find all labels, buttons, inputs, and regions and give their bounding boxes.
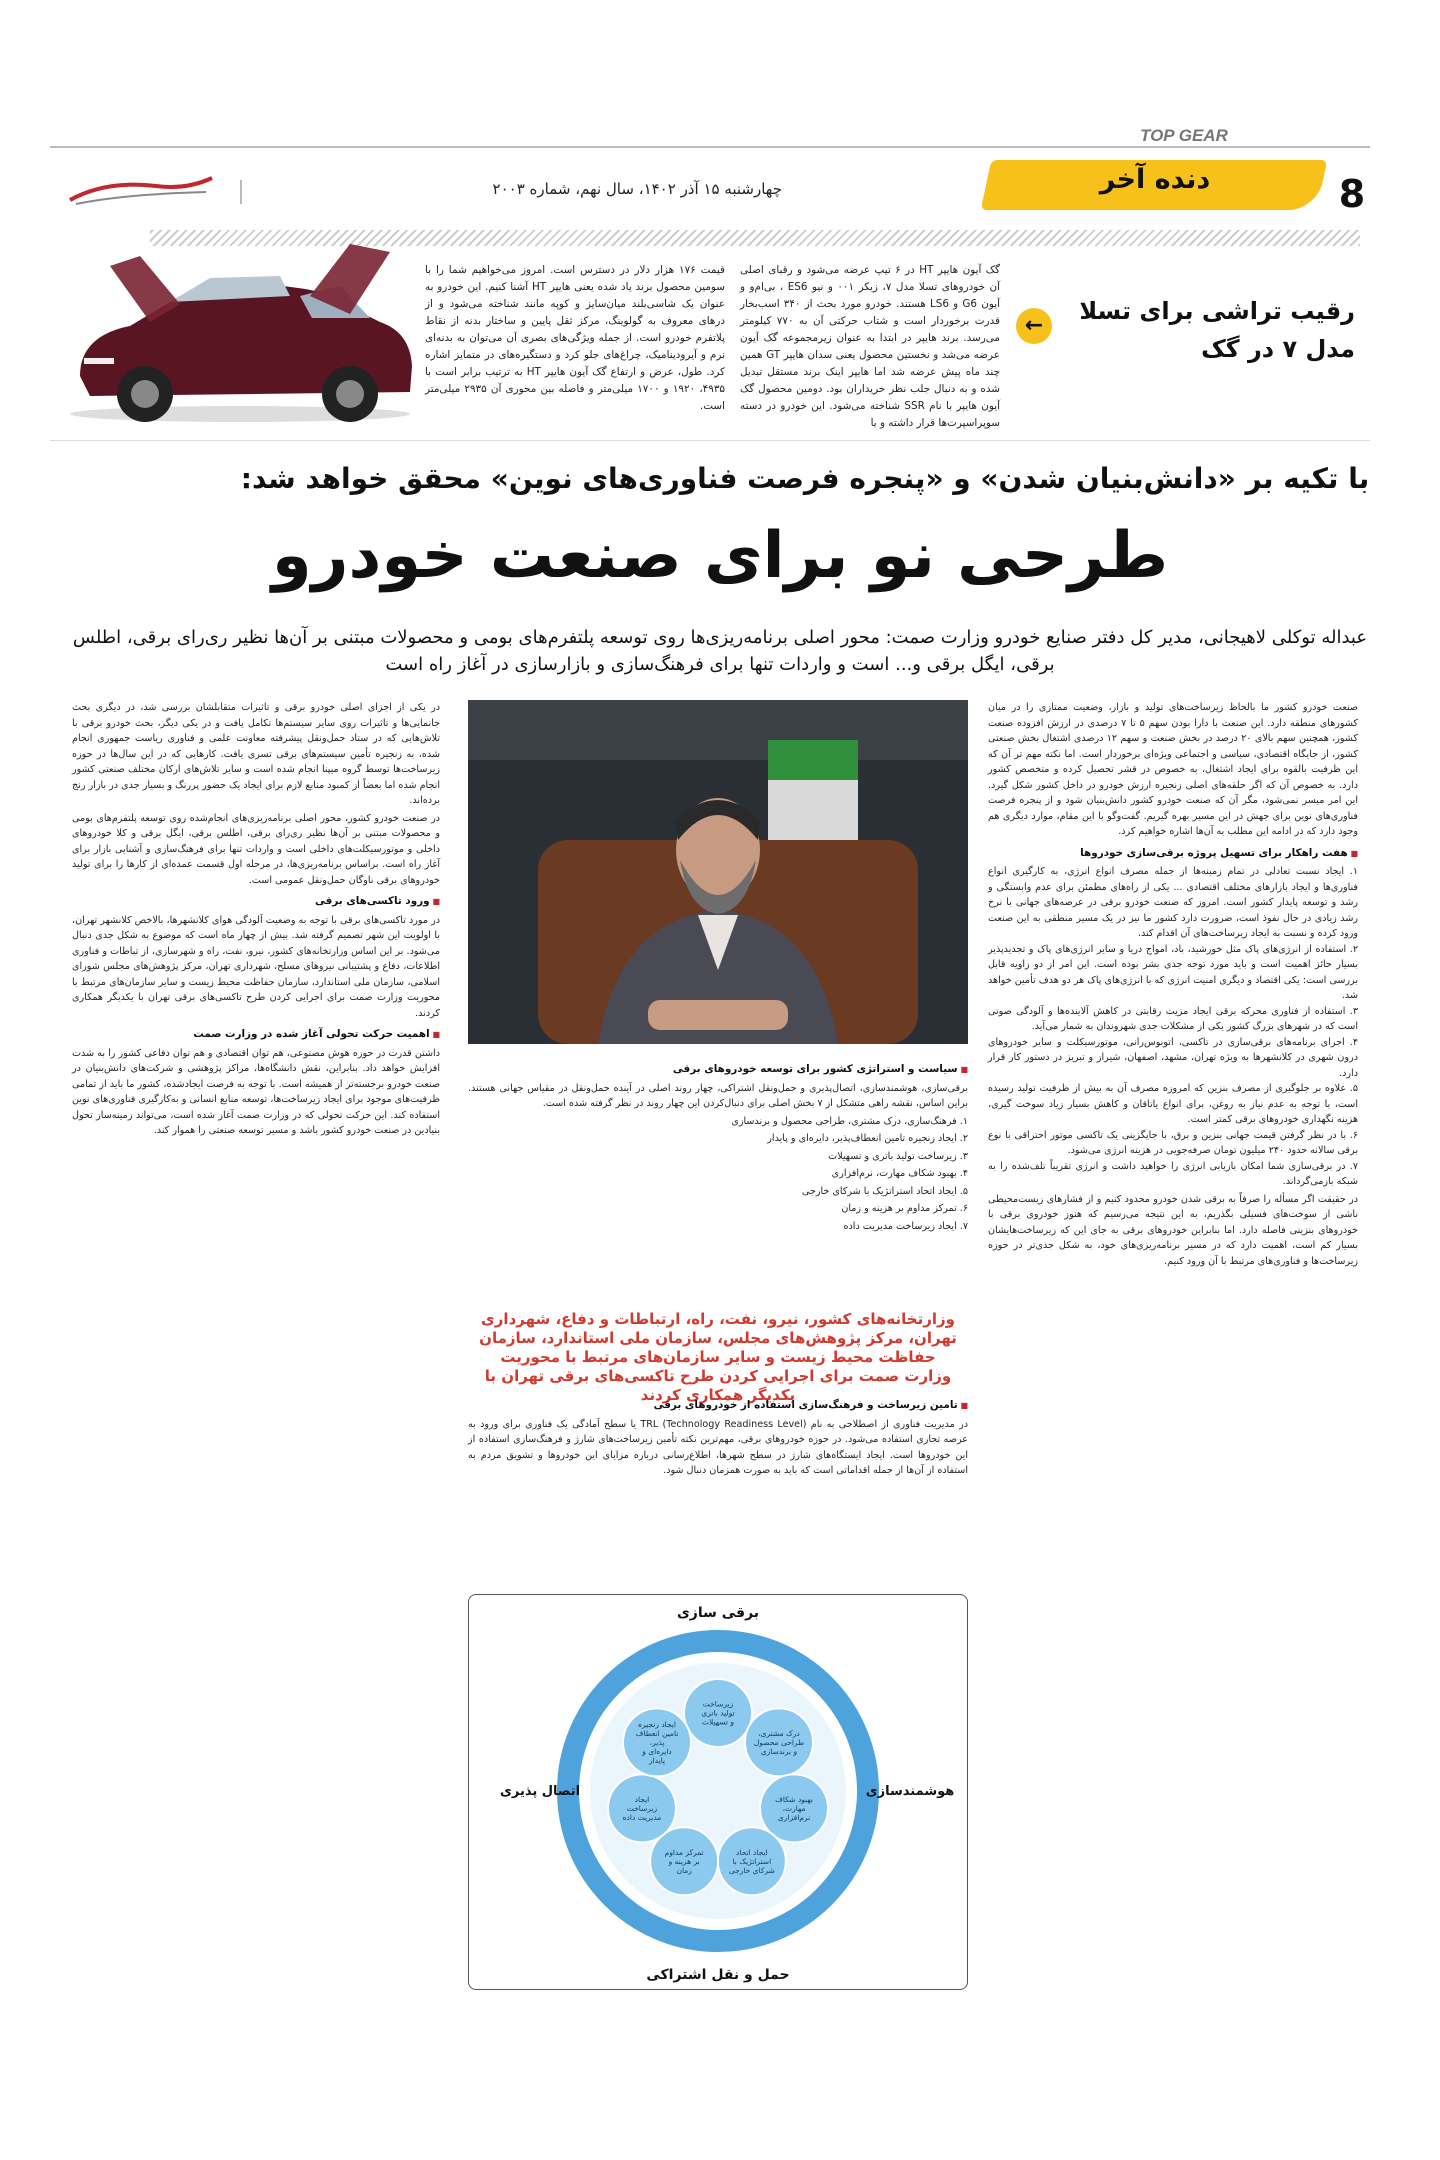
diagram-node-label: ایجاد زنجیره تامین انعطاف پذیر، دایره‌ای و پایدار (635, 1719, 679, 1765)
page-number: 8 (1338, 172, 1366, 216)
subheading: ■ سیاست و استراتژی کشور برای توسعه خودروهای برقی (468, 1062, 968, 1078)
list-item: ۴. بهبود شکاف مهارت، نرم‌افزاری (831, 1168, 968, 1179)
diagram-node-label: ایجاد اتحاد استراتژیک با شرکای خارجی (728, 1847, 775, 1875)
list-item: ۳. زیرساخت تولید باتری و تسهیلات (828, 1150, 968, 1162)
diagram-label-right: هوشمندسازی (865, 1784, 955, 1799)
kicker: با تکیه بر «دانش‌بنیان شدن» و «پنجره فرصت فناوری‌های نوین» محقق خواهد شد: (240, 462, 1370, 495)
subheading: ■ ورود تاکسی‌های برقی (72, 894, 440, 910)
headline: طرحی نو برای صنعت خودرو (271, 519, 1169, 593)
paragraph: در مدیریت فناوری از اصطلاحی به نام TRL (Technology Readiness Level) یا سطح آمادگی یک فناوری برای ورود به عرصه تجاری استفاده می‌شود. در حوزه خودروهای برقی، مهم‌ترین نکته تأمین زیرساخت‌های شارژ و فرهنگ‌سازی استفاده از این خودروها است. ایجاد ایستگاه‌های شارژ در سطح شهرها، اطلاع‌رسانی درباره مزایای این خودروها و تشویق مردم به استفاده از آن‌ها از جمله اقداماتی است که باید به صورت همزمان دنبال شود. (468, 1418, 968, 1476)
headline-rule (50, 440, 1370, 441)
diagram-node-label: بهبود شکاف مهارت، نرم‌افزاری (775, 1794, 813, 1822)
brand-wordmark: TOP GEAR (1140, 126, 1228, 145)
paragraph: در یکی از اجزای اصلی خودرو برقی و تاثیرات متقابلشان بررسی شد، در دیگری بحث جانمایی‌ها و تاثیرات روی سایر سیستم‌ها تکامل یافت و در یکی دیگر، بحث خودرو برقی با تلاش‌هایی که در ستاد حمل‌ونقل پیشرفته معاونت علمی و فناوری ریاست جمهوری انجام شده، به زنجیره تأمین سیستم‌های برقی تسری یافت. کارهایی که در این سال‌ها در حوزه زیرساخت‌ها توسط گروه میپنا انجام شده است و سایر تلاش‌های ارکان مختلف صنعتی کشور انجام شده اما بعضاً از کمبود منابع لازم برای ایجاد یک حضور پررنگ و بسیار جدی در بازار رنج برده‌اند. (72, 702, 440, 806)
right-column (988, 700, 1358, 2060)
subheading: ■ اهمیت حرکت تحولی آغاز شده در وزارت صمت (72, 1027, 440, 1043)
roadmap-diagram (468, 1594, 968, 1990)
list-item: ۲. ایجاد زنجیره تامین انعطاف‌پذیر، دایره‌ای و پایدار (767, 1133, 968, 1144)
paragraph: در مورد تاکسی‌های برقی با توجه به وضعیت آلودگی هوای کلانشهرها، بالاخص کلانشهر تهران، با اولویت این شهر تصمیم گرفته شد. بیش از چهار ماه است که موضوع به شکل جدی دنبال می‌شود. بر این اساس وزارتخانه‌های کشور، نیرو، نفت، راه و شهرسازی، از تباطات و فناوری اطلاعات، دفاع و پشتیبانی نیروهای مسلح، شهرداری تهران، مرکز پژوهش‌های مجلس شورای اسلامی، سازمان ملی استاندارد، سازمان حفاظت محیط زیست و سایر سازمان‌های مرتبط با محوریت وزارت صمت برای اجرایی کردن طرح تاکسی‌های برقی تهران با یکدیگر همکاری کردند. (72, 914, 440, 1019)
paragraph: در حقیقت اگر مسأله را صرفاً به برقی شدن خودرو محدود کنیم و از فشارهای زیست‌محیطی ناشی از سوخت‌های فسیلی بگذریم، به این نتیجه می‌رسیم که هنوز خودروی برقی با خودروهای بنزینی فاصله دارد. اما بنابراین خودروهای برقی به جای این که زیرساخت‌هایشان بسیار کم است، اهمیت دارد که در مسیر برنامه‌ریزی‌های خود، به شکل جدی‌تر در حوزه زیرساخت‌ها و فناوری‌های مرتبط با آن ورود کنیم. (988, 1193, 1358, 1267)
paragraph: برقی‌سازی، هوشمندسازی، اتصال‌پذیری و حمل‌ونقل اشتراکی، چهار روند اصلی در آینده حمل‌ونقل در مقیاس جهانی هستند. براین اساس، نقشه راهی متشکل از ۷ بخش اصلی برای دنبال‌کردن این چهار روند در نظر گرفته شده است. (468, 1082, 968, 1109)
subheading: ■ هفت راهکار برای تسهیل پروژه برقی‌سازی خودروها (988, 846, 1358, 862)
diagram-label-left: اتصال پذیری (499, 1784, 581, 1799)
list-item: ۷. ایجاد زیرساخت مدیریت داده (843, 1220, 968, 1232)
masthead-separator (240, 180, 242, 204)
teaser-title: رقیب تراشی برای تسلا مدل ۷ در گک (1079, 297, 1355, 363)
publication-logo (66, 170, 216, 210)
paragraph: در صنعت خودرو کشور، محور اصلی برنامه‌ریزی‌های انجام‌شده روی توسعه پلتفرم‌های بومی و محصولات مبتنی بر آن‌ها نظیر ری‌رای برقی، اطلس برقی، ایگل برقی و کلا خودروهای داخلی و موتورسیکلت‌های داخلی است و واردات تنها برای فرهنگ‌سازی و آشنایی بازار برای آغاز راه است. براساس برنامه‌ریزی‌ها، در مرحله اول قسمت عمده‌ای از کارها را برای تولید خودروهای برقی ناوگان حمل‌ونقل عمومی است. (72, 812, 440, 886)
masthead-divider (50, 146, 1370, 148)
left-column (72, 700, 440, 2060)
list-item: ۱. فرهنگ‌سازی، درک مشتری، طراحی محصول و برندسازی (731, 1115, 968, 1127)
middle-column (468, 1056, 968, 1336)
arrow-icon: ← (1016, 308, 1052, 344)
list-item: ۶. تمرکز مداوم بر هزینه و زمان (841, 1203, 968, 1214)
diagram-label-bottom: حمل و نقل اشتراکی (646, 1967, 790, 1983)
car-image (50, 226, 430, 426)
dateline: چهارشنبه ۱۵ آذر ۱۴۰۲، سال نهم، شماره ۲۰۰۳ (492, 180, 782, 198)
paragraph: داشتن قدرت در حوزه هوش مصنوعی، هم توان اقتصادی و هم توان دفاعی کشور را به شدت افزایش خواهد داد. بنابراین، نقش دانشگاه‌ها، مراکز پژوهشی و شرکت‌های دانش‌بنیان در صنعت خودرو برجسته‌تر از همیشه است. با توجه به فرصت ایجادشده، کشور ما باید از تمامی ظرفیت‌های موجود برای ایجاد زیرساخت‌ها، توسعه منابع انسانی و به‌کارگیری فناوری‌های نوین استفاده کند. این حرکت تحولی که در وزارت صمت آغاز شده است، می‌تواند زمینه‌ساز تحول بنیادین در صنعت خودرو کشور باشد و مسیر توسعه صنعتی را هموار کند. (72, 1047, 440, 1136)
diagram-node-label: ایجاد زیرساخت مدیریت داده (622, 1794, 662, 1822)
pull-quote: وزارتخانه‌های کشور، نیرو، نفت، راه، ارتباطات و دفاع، شهرداری تهران، مرکز پژوهش‌های مجلس، سازمان ملی استاندارد، سازمان حفاظت محیط زیست و سایر سازمان‌های مرتبط با محوریت وزارت صمت برای اجرایی کردن طرح تاکسی‌های برقی تهران با یکدیگر همکاری کردند (479, 1310, 957, 1404)
paragraph: ۱. ایجاد نسبت تعادلی در تمام زمینه‌ها از جمله مصرف انواع انرژی، به کارگیری انواع فناوری‌ها و ایجاد بازارهای مختلف اقتصادی ... یکی از راه‌های مطمئن برای عدم وابستگی و رشد و توسعه پایدار کشور است. امروز که صنعت خودرو برقی در عرصه‌های جهانی با نرخ رشد زیادی در حال نفوذ است، ضرورت دارد کشور ما نیز در یک مسیر منطقی به این صنعت ورود کرده و نسبت به ایجاد زیرساخت‌های آن اقدام کند. ۲. استفاده از انرژی‌های پاک مثل خورشید، باد، امواج دریا و سایر انرژی‌های پاک و تجدیدپذیر بسیار حائز اهمیت است و باید مورد توجه جدی بشر بوده است. این امر از دو زاویه قابل بررسی است: یکی اقتصاد و دیگری امنیت انرژی که با انرژی‌های پاک هر دو هدف تأمین خواهد شد. ۳. استفاده از فناوری محرکه برقی ایجاد مزیت رقابتی در کاهش آلاینده‌ها و آلودگی صوتی است که در شهرهای بزرگ کشور یکی از مشکلات جدی شهروندان به شمار می‌آید. ۴. اجرای برنامه‌های برقی‌سازی در تاکسی، اتوبوس‌رانی، موتورسیکلت و سایر خودروهای درون شهری در کلانشهرها به ویژه تهران، مشهد، اصفهان، شیراز و تبریز در دستور کار قرار دارد. ۵. علاوه بر جلوگیری از مصرف بنزین که امروزه مصرف آن به بیش از ظرفیت تولید رسیده است، با توجه به عدم نیاز به روغن، برای انواع یاتاقان و کاهش بسیار زیاد سوخت گیری، هزینه نگهداری خودروهای برقی کمتر است. ۶. با در نظر گرفتن قیمت جهانی بنزین و برق، با جایگزینی یک تاکسی موتور احتراقی با نوع برقی سالانه حدود ۲۴۰ میلیون تومان صرفه‌جویی در هزینه انرژی می‌شود. ۷. در برقی‌سازی شما امکان بازیابی انرژی را خواهید داشت و انرژی تقریباً تلف‌شده را به شبکه بازمی‌گرداند. (988, 866, 1358, 1187)
diagram-label-top: برقی سازی (676, 1605, 760, 1621)
subheading: ■ تامین زیرساخت و فرهنگ‌سازی استفاده از خودروهای برقی (468, 1398, 968, 1414)
diagram-node-label: درک مشتری، طراحی محصول و برندسازی (753, 1728, 805, 1756)
teaser-text: قیمت ۱۷۶ هزار دلار در دسترس است. امروز می‌خواهیم شما را با سومین محصول برند یاد شده یعنی هایپر HT آشنا کنیم. این خودرو به عنوان یک شاسی‌بلند میان‌سایز و کوپه مانند شناخته می‌شود و از درهای معروف به گولوینگ، مرکز ثقل پایین و ساختار بدنه از نقاط پلاتفرم خودرو است. از جمله ویژگی‌های بصری آن می‌توان به بدنه‌ای نرم و آیرودینامیک، چراغ‌های جلو کرد و دستگیره‌های در متمایز اشاره کرد. طول، عرض و ارتفاع گک آیون هایپر HT به ترتیب برابر است با ۴۹۳۵، ۱۹۲۰ و ۱۷۰۰ میلی‌متر و فاصله بین محوری آن ۲۹۳۵ میلی‌متر است. (425, 264, 726, 412)
teaser-text: گک آیون هایپر HT در ۶ تیپ عرضه می‌شود و رقبای اصلی آن خودروهای تسلا مدل ۷، زیکر ۰۰۱ و نیو ES6 ، بی‌ام‌و و آیون G6 و LS6 هستند. خودرو مورد بحث از ۳۴۰ اسب‌بخار قدرت برخوردار است و شتاب حرکتی آن به ۷۷۰ کیلومتر می‌رسد. برند هایپر در ابتدا به عنوان زیرمجموعه گک آیون عرضه می‌شد و نخستین محصول یعنی سدان هایپر GT همین چند ماه پیش عرضه شد اما هایپر اینک برند مستقل تبدیل شده و به دنبال جلب نظر خریداران بود. دومین محصول گک آیون هایپر با نام SSR شناخته می‌شود. این خودرو در دسته سوپراسپرت‌ها قرار داشته و با (740, 264, 1000, 429)
middle-column-lower (468, 1392, 968, 1588)
lead: عبداله توکلی لاهیجانی، مدیر کل دفتر صنایع خودرو وزارت صمت: محور اصلی برنامه‌ریزی‌ها روی توسعه پلتفرم‌های بومی و محصولات مبتنی بر آن‌ها نظیر ری‌رای برقی، اطلس برقی، ایگل برقی و... است و واردات تنها برای فرهنگ‌سازی و بازارسازی در آغاز راه است (72, 627, 1368, 675)
paragraph: صنعت خودرو کشور ما بالحاظ زیرساخت‌های تولید و بازار، وضعیت ممتازی را در میان کشورهای منطقه دارد. این صنعت با دارا بودن سهم ۵ تا ۷ درصدی در ارزش افزوده صنعت کشور، همچنین سهم بالای ۲۰ درصد در بخش صنعت و سهم ۱۲ درصدی اشتغال بخش صنعتی کشور، از جایگاه اقتصادی، سیاسی و اجتماعی ویژه‌ای برخوردار است. اما نکته مهم تر آن که این ظرفیت بالقوه برای ایجاد اشتغال، به خصوص در قشر تحصیل کرده و متخصص کشور دارد. به خصوص آن که اگر حلقه‌های اصلی زنجیره ارزش خودرو در داخل کشور شکل گیرد. این امر میسر نمی‌شود، مگر آن که صنعت خودرو کشور دانش‌بنیان شود و از پنجره فرصت فناوری‌های نوین برای جهش در این مسیر بهره گیریم. گفت‌وگو با این مقام، موارد دیگری هم وجود دارد که در ادامه این مطلب به آن‌ها اشاره خواهیم کرد. (988, 702, 1358, 837)
portrait-photo (468, 700, 968, 1044)
diagram-node-label: زیرساخت تولید باتری و تسهیلات (701, 1699, 735, 1727)
section-title: دنده آخر (1099, 164, 1211, 195)
list-item: ۵. ایجاد اتحاد استراتژیک با شرکای خارجی (801, 1185, 968, 1197)
diagram-node-label: تمرکز مداوم بر هزینه و زمان (664, 1847, 704, 1875)
